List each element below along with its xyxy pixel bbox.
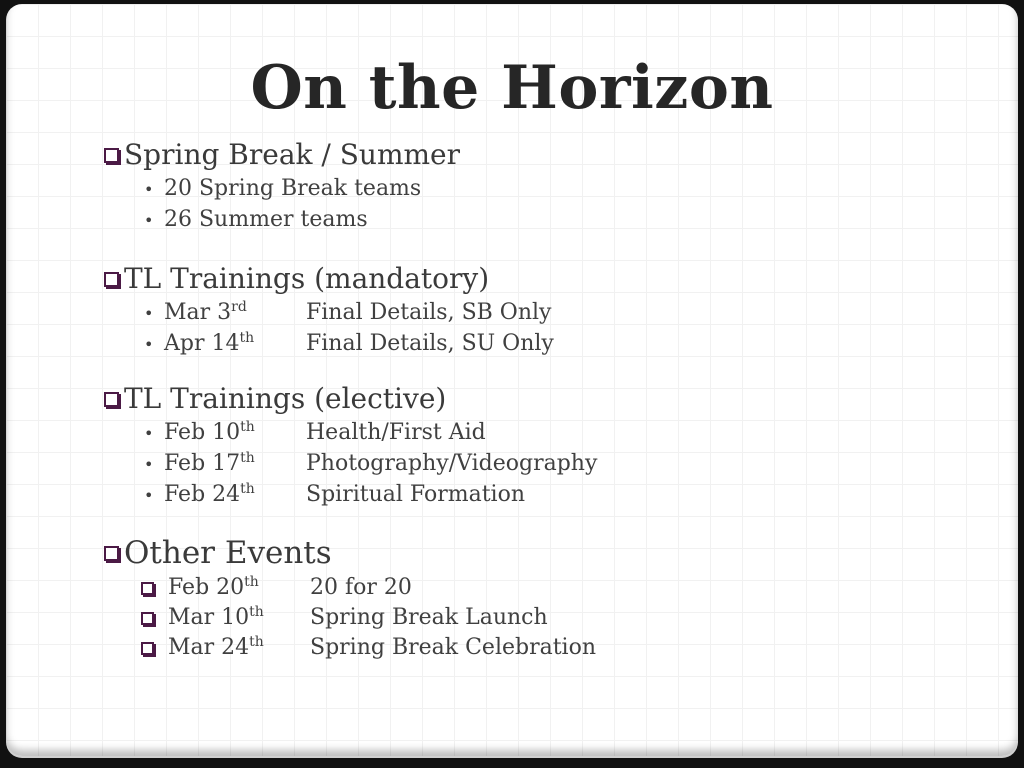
section-heading xyxy=(104,535,597,571)
section-heading-label: TL Trainings (mandatory) xyxy=(124,262,490,295)
event-description: 20 for 20 xyxy=(310,575,412,600)
checkbox-bullet-icon xyxy=(104,148,119,163)
checkbox-bullet-icon xyxy=(104,546,119,561)
slide xyxy=(6,4,1018,756)
event-date: Mar 10th xyxy=(168,604,264,630)
bullet-icon: • xyxy=(144,424,154,443)
checkbox-bullet-icon xyxy=(141,642,154,655)
section-heading xyxy=(104,382,597,416)
event-date: Feb 10th xyxy=(164,419,255,445)
event-date: Feb 17th xyxy=(164,450,255,476)
checkbox-bullet-icon xyxy=(141,582,154,595)
event-description: Spring Break Launch xyxy=(310,605,548,630)
section-tl-trainings-elective xyxy=(104,382,597,511)
event-date: Mar 24th xyxy=(168,634,264,660)
bullet-icon: • xyxy=(144,335,154,354)
list-item-text: 26 Summer teams xyxy=(164,207,368,232)
list-item xyxy=(104,573,597,603)
list-item xyxy=(104,205,597,236)
checkbox-bullet-icon xyxy=(141,612,154,625)
section-tl-trainings-mandatory xyxy=(104,262,597,360)
bullet-icon: • xyxy=(144,211,154,230)
section-heading xyxy=(104,138,597,172)
list-item xyxy=(104,418,597,449)
checkbox-bullet-icon xyxy=(104,392,119,407)
section-other-events xyxy=(104,535,597,663)
list-item-text: 20 Spring Break teams xyxy=(164,176,422,201)
event-date: Feb 24th xyxy=(164,481,255,507)
event-description: Spring Break Celebration xyxy=(310,635,597,660)
event-description: Spiritual Formation xyxy=(306,482,525,507)
section-heading-label: TL Trainings (elective) xyxy=(124,382,447,415)
bullet-icon: • xyxy=(144,180,154,199)
bullet-icon: • xyxy=(144,455,154,474)
bullet-icon: • xyxy=(144,486,154,505)
event-description: Final Details, SU Only xyxy=(306,331,554,356)
event-date: Mar 3rd xyxy=(164,299,247,325)
list-item xyxy=(104,480,597,511)
section-heading-label: Other Events xyxy=(124,535,332,571)
list-item xyxy=(104,603,597,633)
section-heading-label: Spring Break / Summer xyxy=(124,138,460,171)
section-spring-break-summer xyxy=(104,138,597,236)
event-date: Apr 14th xyxy=(164,330,255,356)
event-description: Health/First Aid xyxy=(306,420,486,445)
slide-content xyxy=(104,138,597,663)
bullet-icon: • xyxy=(144,304,154,323)
event-description: Final Details, SB Only xyxy=(306,300,552,325)
checkbox-bullet-icon xyxy=(104,272,119,287)
list-item xyxy=(104,174,597,205)
list-item xyxy=(104,298,597,329)
list-item xyxy=(104,633,597,663)
section-heading xyxy=(104,262,597,296)
event-date: Feb 20th xyxy=(168,574,259,600)
list-item xyxy=(104,449,597,480)
event-description: Photography/Videography xyxy=(306,451,598,476)
slide-title: On the Horizon xyxy=(250,53,774,123)
list-item xyxy=(104,329,597,360)
